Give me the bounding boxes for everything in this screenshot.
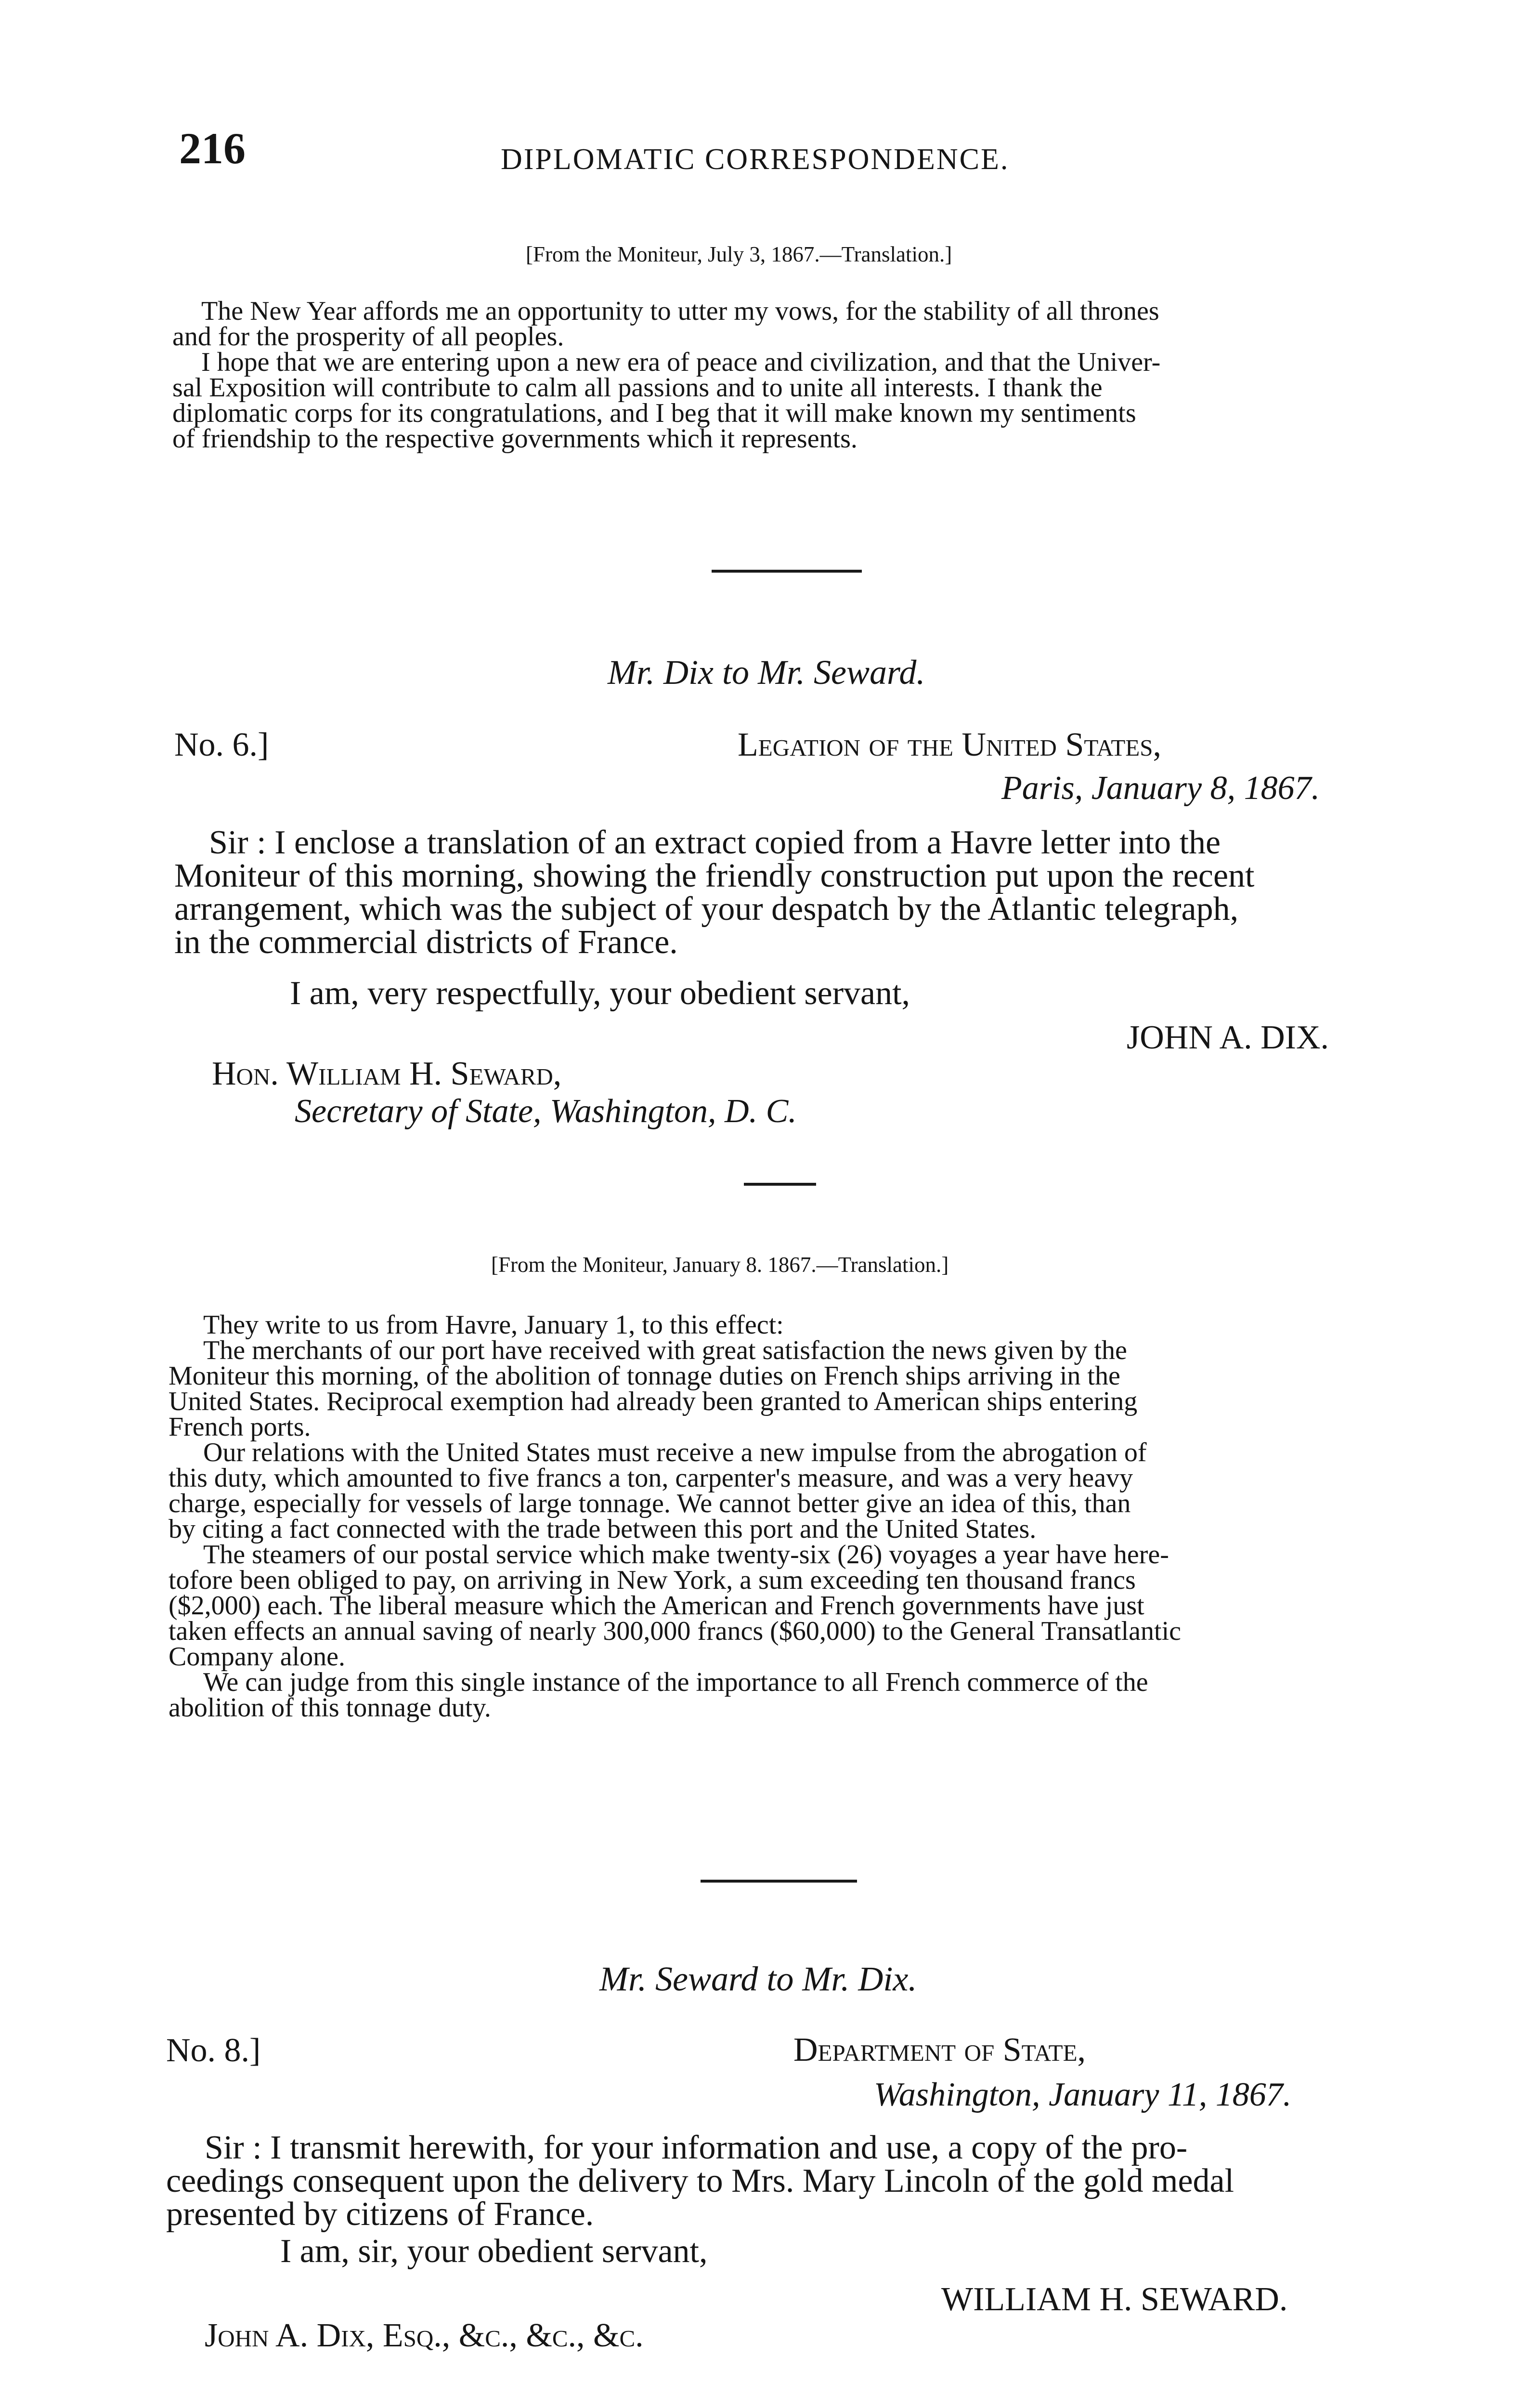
text-line: this duty, which amounted to five francs a ton, carpenter's measure, and was a very heavy <box>169 1463 1133 1493</box>
text-line: The merchants of our port have received with great satisfaction the news given by the <box>203 1335 1127 1365</box>
text-line: abolition of this tonnage duty. <box>169 1693 491 1723</box>
letter-number-2: No. 8.] <box>166 2032 261 2069</box>
separator-rule <box>701 1880 857 1883</box>
text-line: in the commercial districts of France. <box>174 924 678 961</box>
text-line: The steamers of our postal service which make twenty-six (26) voyages a year have here- <box>203 1540 1169 1570</box>
text-line: Company alone. <box>169 1642 346 1672</box>
letter-body-1 <box>174 826 1255 959</box>
letter-body-2 <box>166 2131 1234 2231</box>
text-line: ceedings consequent upon the delivery to Mrs. Mary Lincoln of the gold medal <box>166 2162 1234 2199</box>
letter-number-1: No. 6.] <box>174 726 269 763</box>
text-line: They write to us from Havre, January 1, to this effect: <box>203 1310 784 1340</box>
translation-paragraph-1 <box>172 296 1434 454</box>
sender-organization-2: Department of State, <box>793 2031 1086 2068</box>
text-line: taken effects an annual saving of nearly 300,000 francs ($60,000) to the General Transatlantic <box>169 1616 1181 1646</box>
closing-1: I am, very respectfully, your obedient servant, <box>290 975 910 1012</box>
text-line: French ports. <box>169 1412 311 1442</box>
text-line: Moniteur this morning, of the abolition of tonnage duties on French ships arriving in the <box>169 1361 1120 1391</box>
source-note-1: [From the Moniteur, July 3, 1867.—Translation.] <box>526 242 952 266</box>
separator-rule <box>744 1183 816 1186</box>
text-line: of friendship to the respective governments which it represents. <box>172 424 857 454</box>
text-line: United States. Reciprocal exemption had already been granted to American ships entering <box>169 1387 1138 1416</box>
source-note-2: [From the Moniteur, January 8. 1867.—Translation.] <box>491 1253 949 1277</box>
text-line: arrangement, which was the subject of your despatch by the Atlantic telegraph, <box>174 890 1239 928</box>
page-number: 216 <box>179 124 246 173</box>
text-line: presented by citizens of France. <box>166 2196 594 2233</box>
text-line: We can judge from this single instance of the importance to all French commerce of the <box>203 1667 1148 1697</box>
text-line: sal Exposition will contribute to calm all passions and to unite all interests. I thank the <box>172 373 1103 403</box>
addressee-title-1: Secretary of State, Washington, D. C. <box>295 1093 797 1130</box>
text-line: and for the prosperity of all peoples. <box>172 322 564 352</box>
text-line: Sir : I transmit herewith, for your information and use, a copy of the pro- <box>205 2129 1188 2166</box>
separator-rule <box>712 570 862 573</box>
running-title: DIPLOMATIC CORRESPONDENCE. <box>501 143 1010 176</box>
text-line: Our relations with the United States must receive a new impulse from the abrogation of <box>203 1438 1147 1467</box>
addressee-2: John A. Dix, Esq., &c., &c., &c. <box>205 2317 644 2354</box>
text-line: The New Year affords me an opportunity to utter my vows, for the stability of all thrones <box>201 296 1159 326</box>
text-line: ($2,000) each. The liberal measure which the American and French governments have just <box>169 1591 1144 1621</box>
signature-2: WILLIAM H. SEWARD. <box>941 2281 1288 2318</box>
text-line: Sir : I enclose a translation of an extract copied from a Havre letter into the <box>209 824 1221 861</box>
addressee-name-1: Hon. William H. Seward, <box>212 1055 562 1092</box>
place-date-1: Paris, January 8, 1867. <box>1001 770 1320 807</box>
letter-heading-2: Mr. Seward to Mr. Dix. <box>599 1960 917 1998</box>
text-line: tofore been obliged to pay, on arriving in New York, a sum exceeding ten thousand francs <box>169 1565 1136 1595</box>
text-line: I hope that we are entering upon a new era of peace and civilization, and that the Univer- <box>201 347 1161 377</box>
closing-2: I am, sir, your obedient servant, <box>280 2233 708 2270</box>
letter-heading-1: Mr. Dix to Mr. Seward. <box>608 653 925 692</box>
signature-1: JOHN A. DIX. <box>1127 1019 1329 1056</box>
text-line: diplomatic corps for its congratulations, and I beg that it will make known my sentiments <box>172 398 1136 428</box>
text-line: by citing a fact connected with the trade between this port and the United States. <box>169 1514 1037 1544</box>
translation-paragraph-2 <box>169 1312 1435 1721</box>
text-line: charge, especially for vessels of large tonnage. We cannot better give an idea of this, than <box>169 1489 1131 1518</box>
sender-organization-1: Legation of the United States, <box>738 726 1161 763</box>
place-date-2: Washington, January 11, 1867. <box>874 2076 1292 2113</box>
text-line: Moniteur of this morning, showing the friendly construction put upon the recent <box>174 857 1255 894</box>
